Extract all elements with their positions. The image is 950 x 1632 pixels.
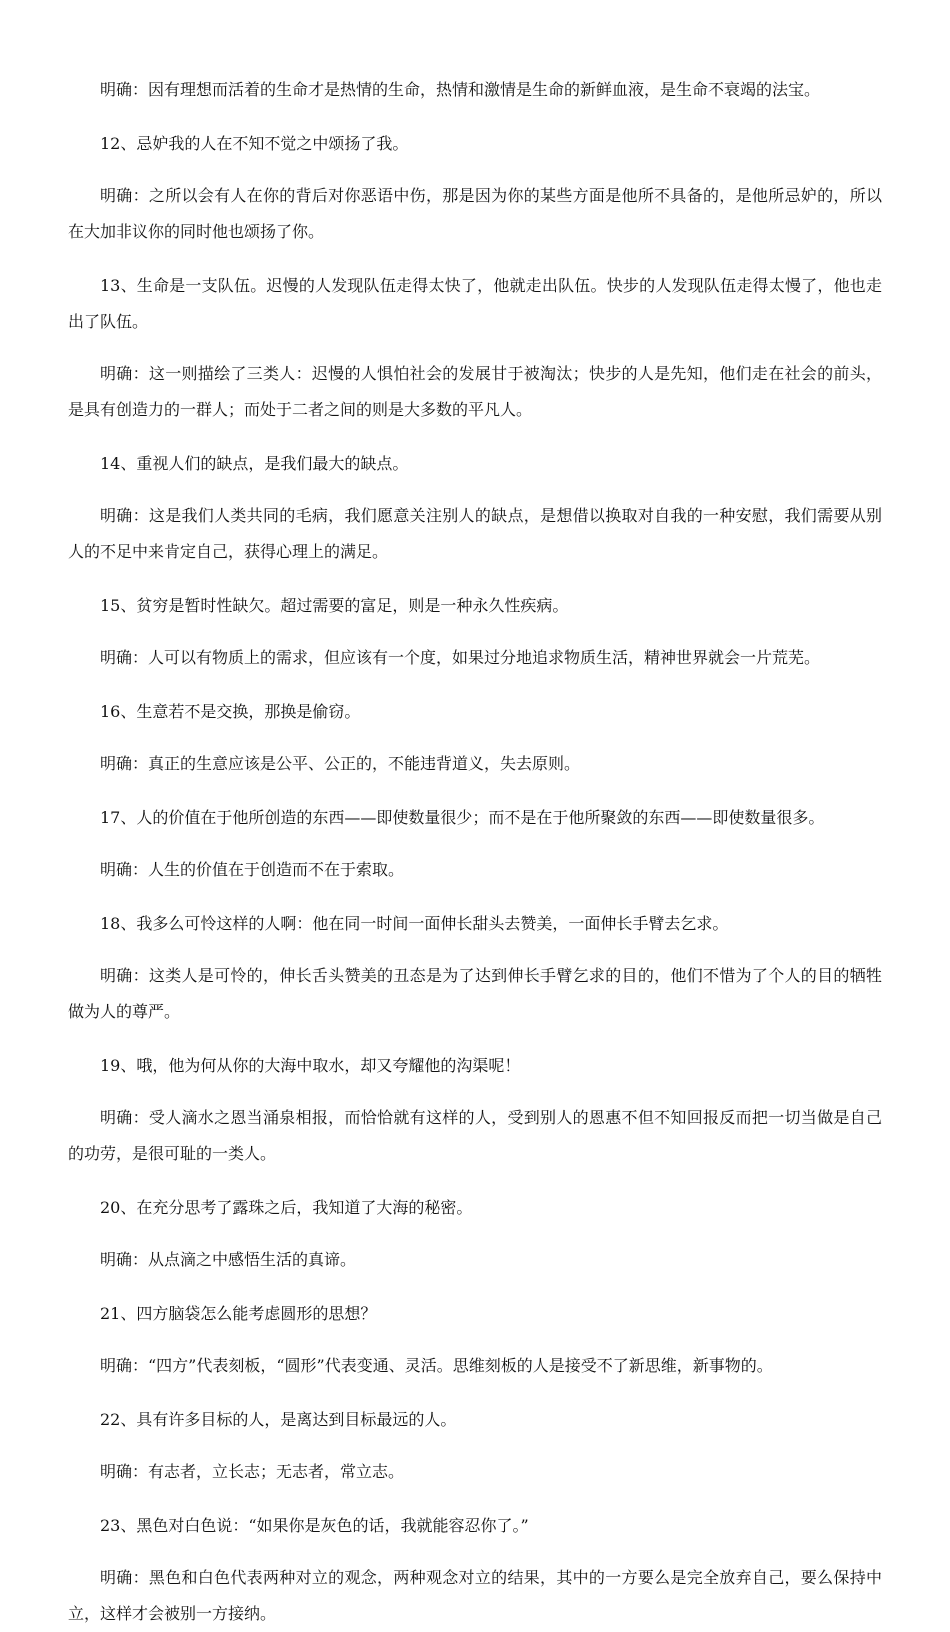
question-paragraph: 21、四方脑袋怎么能考虑圆形的思想？: [100, 1304, 377, 1323]
answer-paragraph: 明确：这是我们人类共同的毛病，我们愿意关注别人的缺点，是想借以换取对自我的一种安慰，我们需要从别人的不足中来肯定自己，获得心理上的满足。: [68, 506, 882, 561]
question-paragraph: 15、贫穷是暂时性缺欠。超过需要的富足，则是一种永久性疾病。: [100, 596, 569, 615]
question-paragraph: 20、在充分思考了露珠之后，我知道了大海的秘密。: [100, 1198, 473, 1217]
question-paragraph: 12、忌妒我的人在不知不觉之中颂扬了我。: [100, 134, 409, 153]
answer-paragraph: 明确：黑色和白色代表两种对立的观念，两种观念对立的结果，其中的一方要么是完全放弃自己，要么保持中立，这样才会被别一方接纳。: [68, 1568, 882, 1623]
answer-paragraph: 明确：这一则描绘了三类人：迟慢的人惧怕社会的发展甘于被淘汰；快步的人是先知，他们走在社会的前头，是具有创造力的一群人；而处于二者之间的则是大多数的平凡人。: [68, 364, 882, 419]
question-paragraph: 14、重视人们的缺点，是我们最大的缺点。: [100, 454, 409, 473]
answer-paragraph: 明确：因有理想而活着的生命才是热情的生命，热情和激情是生命的新鲜血液，是生命不衰竭的法宝。: [100, 80, 821, 99]
question-paragraph: 18、我多么可怜这样的人啊：他在同一时间一面伸长甜头去赞美，一面伸长手臂去乞求。: [100, 914, 729, 933]
answer-paragraph: 明确：受人滴水之恩当涌泉相报，而恰恰就有这样的人，受到别人的恩惠不但不知回报反而把一切当做是自己的功劳，是很可耻的一类人。: [68, 1108, 882, 1163]
question-paragraph: 13、生命是一支队伍。迟慢的人发现队伍走得太快了，他就走出队伍。快步的人发现队伍走得太慢了，他也走出了队伍。: [68, 276, 882, 331]
answer-paragraph: 明确：“四方”代表刻板，“圆形”代表变通、灵活。思维刻板的人是接受不了新思维，新事物的。: [100, 1356, 773, 1375]
answer-paragraph: 明确：从点滴之中感悟生活的真谛。: [100, 1250, 357, 1269]
question-paragraph: 16、生意若不是交换，那换是偷窃。: [100, 702, 361, 721]
question-paragraph: 19、哦，他为何从你的大海中取水，却又夸耀他的沟渠呢！: [100, 1056, 521, 1075]
question-paragraph: 22、具有许多目标的人，是离达到目标最远的人。: [100, 1410, 457, 1429]
answer-paragraph: 明确：真正的生意应该是公平、公正的，不能违背道义，失去原则。: [100, 754, 581, 773]
question-paragraph: 17、人的价值在于他所创造的东西——即使数量很少；而不是在于他所聚敛的东西——即使数量很多。: [100, 808, 825, 827]
answer-paragraph: 明确：人可以有物质上的需求，但应该有一个度，如果过分地追求物质生活，精神世界就会一片荒芜。: [100, 648, 821, 667]
answer-paragraph: 明确：之所以会有人在你的背后对你恶语中伤，那是因为你的某些方面是他所不具备的，是他所忌妒的，所以在大加非议你的同时他也颂扬了你。: [68, 186, 882, 241]
answer-paragraph: 明确：有志者，立长志；无志者，常立志。: [100, 1462, 405, 1481]
answer-paragraph: 明确：人生的价值在于创造而不在于索取。: [100, 860, 405, 879]
answer-paragraph: 明确：这类人是可怜的，伸长舌头赞美的丑态是为了达到伸长手臂乞求的目的，他们不惜为了个人的目的牺牲做为人的尊严。: [68, 966, 882, 1021]
question-paragraph: 23、黑色对白色说：“如果你是灰色的话，我就能容忍你了。”: [100, 1516, 529, 1535]
